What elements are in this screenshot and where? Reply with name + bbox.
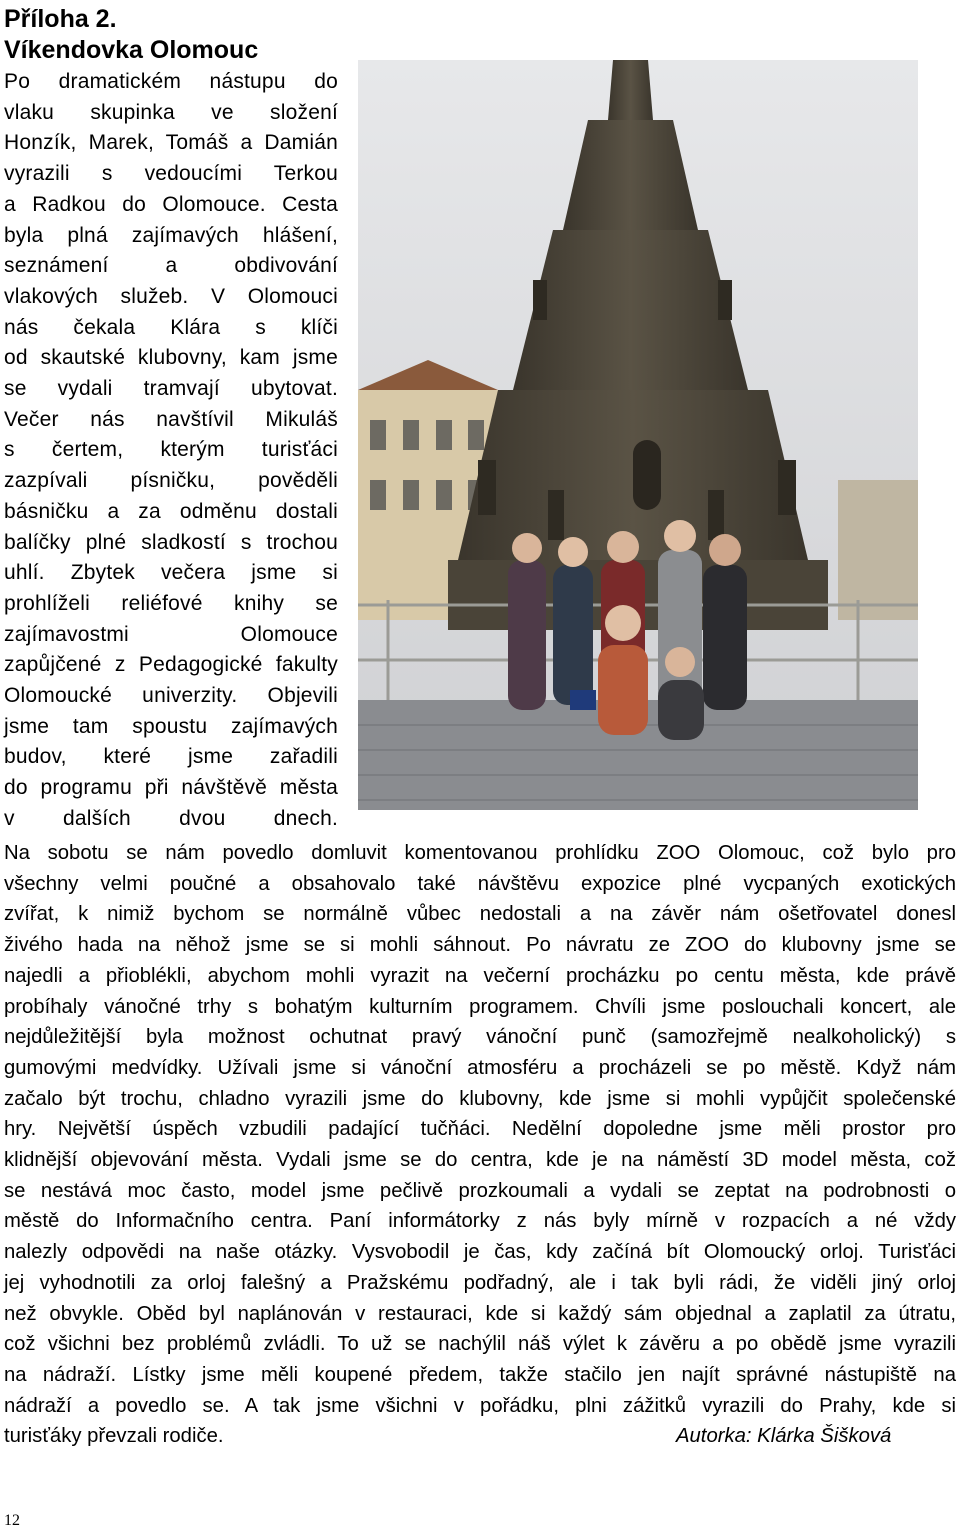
intro-line: Olomoucké univerzity. Objevili [4, 684, 338, 708]
intro-line: vlakových služeb. V Olomouci [4, 284, 338, 308]
page-number: 12 [4, 1512, 20, 1529]
article-title: Víkendovka Olomouc [4, 36, 259, 64]
body-line: živého hada na něhož jsme se si mohli sáhnout. Po návratu ze ZOO do klubovny jsme se [4, 934, 956, 957]
photo-illustration [358, 60, 918, 810]
body-line: nejdůležitější byla možnost ochutnat pravý vánoční punč (samozřejmě nealkoholický) s [4, 1026, 956, 1049]
body-line: jej vyhodnotili za orloj falešný a Pražskému podřadný, ale i tak byli rádi, že viděli jiný orloj [4, 1271, 956, 1294]
intro-line: byla plná zajímavých hlášení, [4, 223, 338, 247]
body-line: nalezly odpovědi na naše otázky. Vysvobodil je čas, kdy začíná bít Olomoucký orloj. Turisťáci [4, 1241, 956, 1264]
main-paragraph [4, 838, 956, 1452]
body-line: klidnější objevování města. Vydali jsme se do centra, kde je na náměstí 3D model města, což [4, 1149, 956, 1172]
appendix-label: Příloha 2. [4, 5, 117, 33]
body-line: než obvykle. Oběd byl naplánován v restauraci, kde si každý sám objednal a zaplatil za útratu, [4, 1302, 956, 1325]
intro-line: vyrazili s vedoucími Terkou [4, 162, 338, 186]
intro-line: vlaku skupinka ve složení [4, 100, 338, 124]
intro-line: do programu při návštěvě města [4, 776, 338, 800]
intro-line: budov, které jsme zařadili [4, 745, 338, 769]
body-line: nádraží a povedlo se. A tak jsme všichni v pořádku, plni zážitků vyrazili do Prahy, kde si [4, 1394, 956, 1417]
body-line: najedli a přioblékli, abychom mohli vyrazit na večerní procházku po centu města, kde právě [4, 964, 956, 987]
intro-line: básničku a za odměnu dostali [4, 499, 338, 523]
body-line: Na sobotu se nám povedlo domluvit komentovanou prohlídku ZOO Olomouc, což bylo pro [4, 842, 956, 864]
body-line: se nestává moc často, model jsme pečlivě prozkoumali a vydali se zeptat na podrobnosti o [4, 1179, 956, 1202]
intro-line: jsme tam spoustu zajímavých [4, 714, 338, 738]
intro-line: v dalších dvou dnech. [4, 806, 338, 830]
intro-line: seznámení a obdivování [4, 254, 338, 278]
intro-line: prohlíželi reliéfové knihy se [4, 591, 338, 615]
body-line: všechny velmi poučné a obsahovalo také návštěvu expozice plné vycpaných exotických [4, 872, 956, 895]
intro-line: nás čekala Klára s klíči [4, 315, 338, 339]
body-line: na nádraží. Lístky jsme měli koupené předem, takže stačilo jen najít správné nástupiště na [4, 1363, 956, 1386]
intro-line: a Radkou do Olomouce. Cesta [4, 192, 338, 216]
intro-line: s čertem, kterým turisťáci [4, 438, 338, 462]
intro-line: zapůjčené z Pedagogické fakulty [4, 653, 338, 677]
body-line: což všichni bez problémů zvládli. To už se nachýlil náš výlet k závěru a po obědě jsme vyrazili [4, 1333, 956, 1356]
body-line: zvířat, k nimiž bychom se normálně vůbec nedostali a na závěr nám ošetřovatel donesl [4, 903, 956, 926]
body-line: gumovými medvídky. Užívali jsme si vánoční atmosféru a procházeli se po městě. Když nám [4, 1056, 956, 1079]
body-line: městě do Informačního centra. Paní informátorky z nás byly mírně v rozpacích a né vždy [4, 1210, 956, 1233]
intro-line: uhlí. Zbytek večera jsme si [4, 561, 338, 585]
intro-line: zajímavostmi Olomouce [4, 622, 338, 646]
intro-paragraph [4, 67, 338, 835]
body-line: probíhaly vánočné trhy s bohatým kulturním programem. Chvíli jsme poslouchali koncert, ale [4, 995, 956, 1018]
intro-line: zazpívali písničku, pověděli [4, 469, 338, 493]
intro-line: od skautské klubovny, kam jsme [4, 346, 338, 370]
closing-sentence: turisťáky převzali rodiče. [4, 1425, 224, 1448]
body-line: začalo být trochu, chladno vyrazili jsme do klubovny, kde jsme si mohli vypůjčit společenské [4, 1087, 956, 1110]
body-line: hry. Největší úspěch vzbudili padající tučňáci. Nedělní dopoledne jsme měli prostor pro [4, 1118, 956, 1141]
closing-line [4, 1421, 956, 1452]
author-signature: Autorka: Klárka Šišková [676, 1425, 892, 1448]
intro-line: Po dramatickém nástupu do [4, 70, 338, 93]
intro-line: Honzík, Marek, Tomáš a Damián [4, 131, 338, 155]
intro-line: Večer nás navštívil Mikuláš [4, 407, 338, 431]
group-photo-trinity-column [358, 60, 918, 810]
intro-line: se vydali tramvají ubytovat. [4, 377, 338, 401]
intro-line: balíčky plné sladkostí s trochou [4, 530, 338, 554]
